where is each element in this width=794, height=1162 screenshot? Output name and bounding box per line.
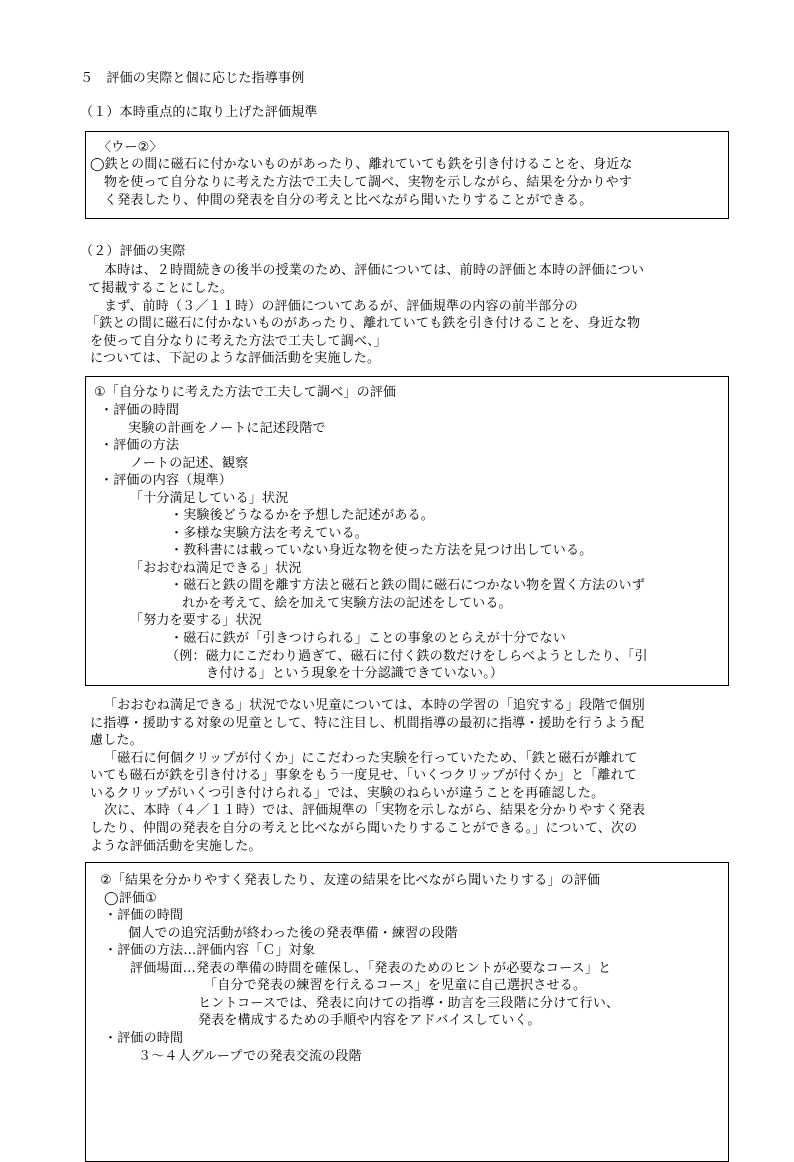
box-line: 発表を構成するための手順や内容をアドバイスしていく。 bbox=[198, 1013, 541, 1028]
paragraph-line: いるクリップがいくつ引き付けられる」では、実験のねらいが違うことを再確認した。 bbox=[90, 786, 605, 801]
box-line: 実験の計画をノートに記述段階で bbox=[128, 421, 326, 436]
paragraph-line: したり、仲間の発表を自分の考えと比べながら聞いたりすることができる。」について、次の bbox=[90, 821, 638, 836]
box-line: ・評価の方法 bbox=[100, 438, 180, 453]
box-line: ・多様な実験方法を考えている。 bbox=[170, 526, 369, 541]
paragraph-line: まず、前時（３／１１時）の評価についてあるが、評価規準の内容の前半部分の bbox=[104, 299, 578, 314]
box-line: （例：磁力にこだわり過ぎて、磁石に付く鉄の数だけをしらべようとしたり、「引 bbox=[166, 649, 648, 664]
box-heading: ①「自分なりに考えた方法で工夫して調べ」の評価 bbox=[94, 385, 397, 400]
box-line: 「十分満足している」状況 bbox=[130, 491, 289, 506]
paragraph-line: て掲載することにした。 bbox=[88, 281, 234, 296]
criteria-line: く発表したり、仲間の発表を自分の考えと比べながら聞いたりすることができる。 bbox=[104, 193, 593, 208]
box-heading: ②「結果を分かりやすく発表したり、友達の結果を比べながら聞いたりする」の評価 bbox=[100, 873, 601, 888]
box-line: 「自分で発表の練習を行えるコース」を児童に自己選択させる。 bbox=[204, 978, 587, 993]
section-title: ５ 評価の実際と個に応じた指導事例 bbox=[80, 71, 305, 86]
paragraph-line: 次に、本時（４／１１時）では、評価規準の「実物を示しながら、結果を分かりやすく発表 bbox=[104, 803, 646, 818]
box-line: ・評価の時間 bbox=[100, 403, 180, 418]
box-line: き付ける」という現象を十分認識できていない。） bbox=[206, 666, 504, 681]
box-line: 「努力を要する」状況 bbox=[130, 613, 263, 628]
paragraph-line: 慮した。 bbox=[90, 733, 143, 748]
box-line: ・磁石に鉄が「引きつけられる」ことの事象のとらえが十分でない bbox=[170, 631, 567, 646]
paragraph-line: を使って自分なりに考えた方法で工夫して調べ、」 bbox=[90, 334, 388, 349]
box-line: ・評価の内容（規準） bbox=[100, 473, 233, 488]
criteria-line: ◯鉄との間に磁石に付かないものがあったり、離れていても鉄を引き付けることを、身近な bbox=[90, 157, 633, 172]
box-line: ヒントコースでは、発表に向けての指導・助言を三段階に分けて行い、 bbox=[198, 996, 620, 1011]
box-line: ・評価の方法…評価内容「Ｃ」対象 bbox=[104, 943, 316, 958]
box-line: れかを考えて、絵を加えて実験方法の記述をしている。 bbox=[182, 596, 512, 611]
box-line: ・評価の時間 bbox=[104, 1031, 184, 1046]
paragraph-line: 本時は、２時間続きの後半の授業のため、評価については、前時の評価と本時の評価につい bbox=[104, 263, 645, 278]
box-line: ・評価の時間 bbox=[104, 908, 184, 923]
paragraph-line: 「磁石に何個クリップが付くか」にこだわった実験を行っていたため、「鉄と磁石が離れて bbox=[104, 751, 638, 766]
box-line: 個人での追究活動が終わった後の発表準備・練習の段階 bbox=[128, 926, 458, 941]
paragraph-line: ような評価活動を実施した。 bbox=[90, 839, 262, 854]
box-line: 評価場面…発表の準備の時間を確保し、「発表のためのヒントが必要なコース」と bbox=[130, 961, 612, 976]
paragraph-line: については、下記のような評価活動を実施した。 bbox=[90, 351, 381, 366]
subsection-heading-actual: （２）評価の実際 bbox=[80, 244, 186, 259]
criteria-tag: 〈ウー②〉 bbox=[98, 140, 163, 155]
box-line: ・実験後どうなるかを予想した記述がある。 bbox=[170, 508, 435, 523]
box-line: ◯評価① bbox=[104, 891, 158, 906]
subsection-heading-criteria: （１）本時重点的に取り上げた評価規準 bbox=[80, 105, 318, 120]
box-line: ・磁石と鉄の間を離す方法と磁石と鉄の間に磁石につかない物を置く方法のいず bbox=[170, 578, 645, 593]
criteria-line: 物を使って自分なりに考えた方法で工夫して調べ、実物を示しながら、結果を分かりやす bbox=[104, 175, 633, 190]
box-line: ノートの記述、観察 bbox=[130, 456, 249, 471]
paragraph-line: いても磁石が鉄を引き付ける」事象をもう一度見せ、「いくつクリップが付くか」と「離れて bbox=[90, 768, 637, 783]
box-line: ３～４人グループでの発表交流の段階 bbox=[138, 1049, 362, 1064]
box-line: ・教科書には載っていない身近な物を使った方法を見つけ出している。 bbox=[170, 543, 593, 558]
box-line: 「おおむね満足できる」状況 bbox=[130, 561, 302, 576]
paragraph-line: 「おおむね満足できる」状況でない児童については、本時の学習の「追究する」段階で個別 bbox=[104, 698, 645, 713]
paragraph-line: 「鉄との間に磁石に付かないものがあったり、離れていても鉄を引き付けることを、身近な物 bbox=[86, 316, 641, 331]
paragraph-line: に指導・援助する対象の児童として、特に注目し、机間指導の最初に指導・援助を行うよう配 bbox=[90, 716, 645, 731]
